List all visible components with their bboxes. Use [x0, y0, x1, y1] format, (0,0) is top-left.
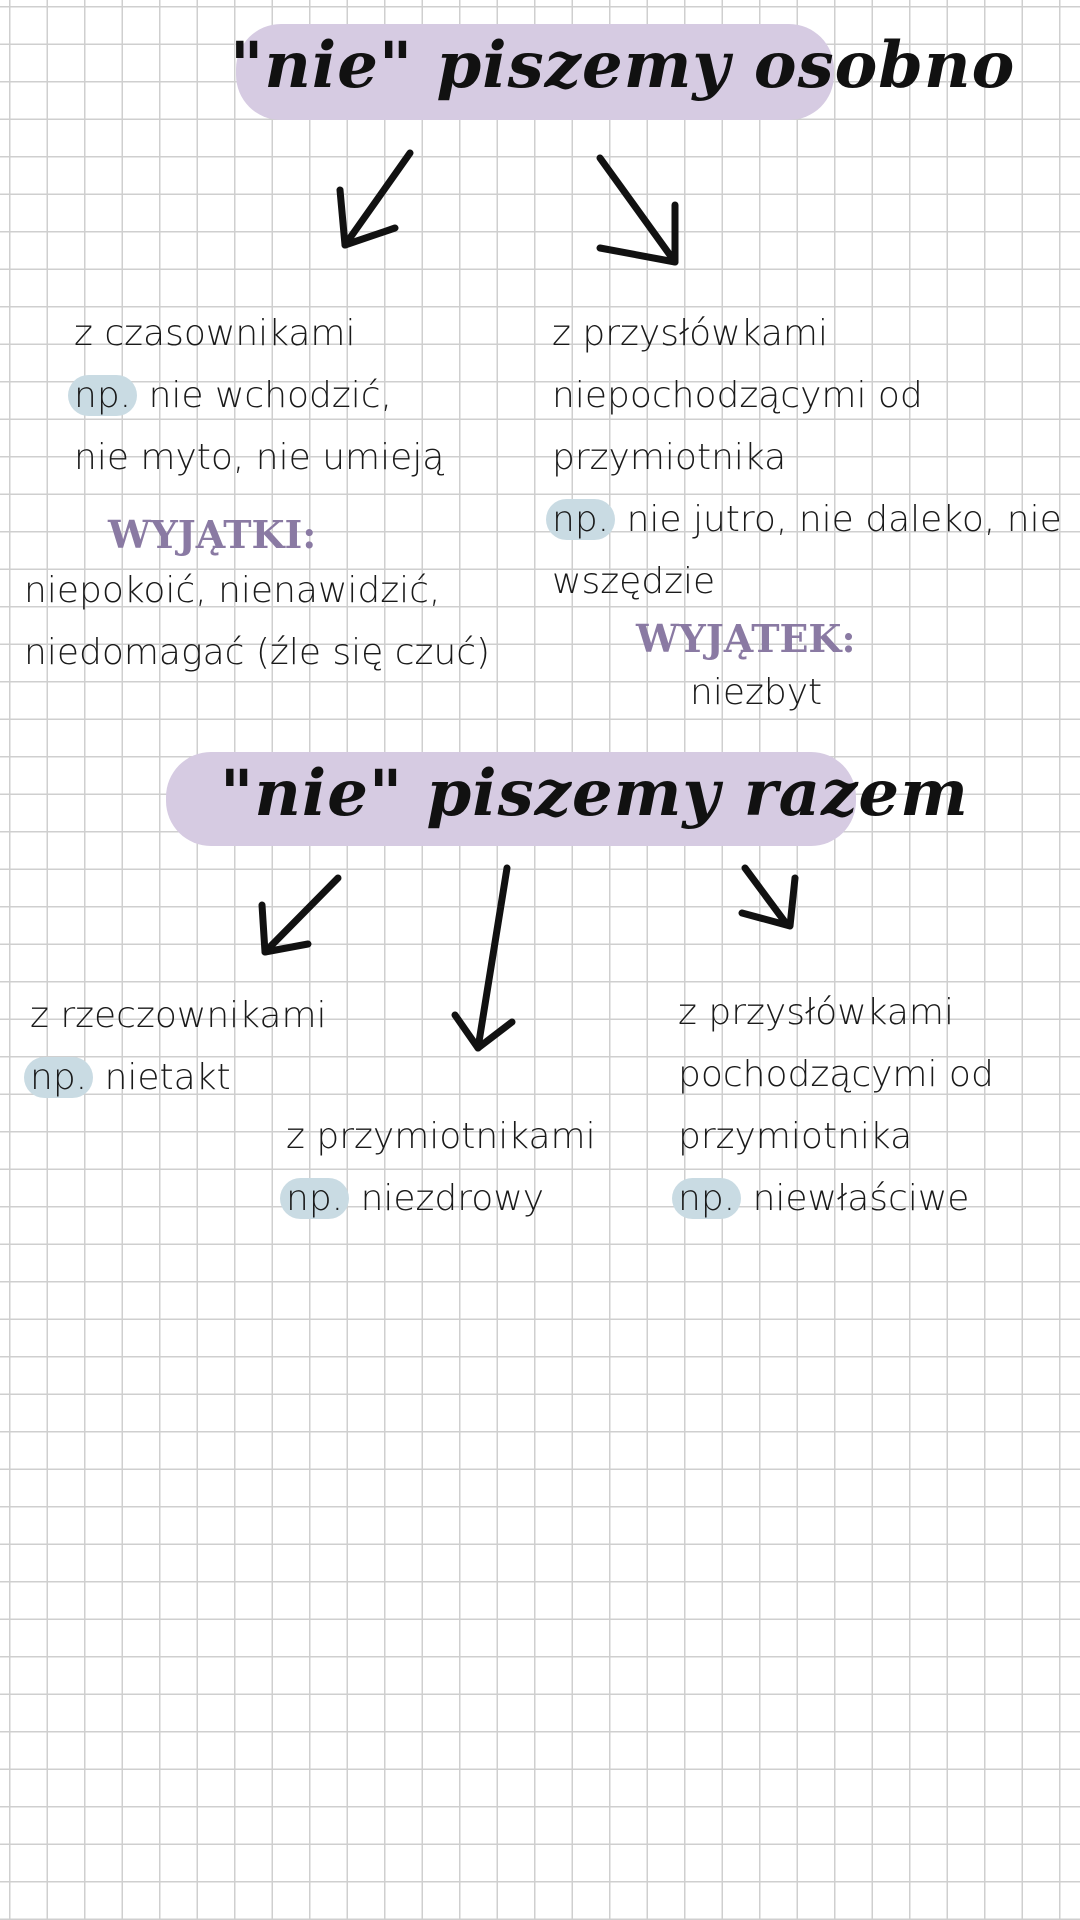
np-highlight: np.	[672, 1178, 741, 1219]
razem-middle-line1: z przymiotnikami	[286, 1116, 596, 1157]
np-highlight: np.	[68, 375, 137, 416]
title-razem: "nie" piszemy razem	[220, 756, 969, 831]
osobno-exception-value: niezbyt	[690, 672, 823, 713]
osobno-right-line4-text: nie jutro, nie daleko, nie	[615, 499, 1062, 540]
osobno-exceptions-line1: niepokoić, nienawidzić,	[24, 570, 441, 611]
osobno-right-line2: niepochodzącymi od	[552, 375, 923, 416]
arrow-down-right-icon	[600, 158, 675, 262]
osobno-left-line3: nie myto, nie umieją	[74, 437, 445, 478]
razem-left-line2-text: nietakt	[93, 1057, 231, 1098]
razem-middle-line2-text: niezdrowy	[349, 1178, 545, 1219]
osobno-exceptions-label: WYJĄTKI:	[108, 512, 317, 557]
razem-left-line1: z rzeczownikami	[30, 995, 327, 1036]
razem-right-line3: przymiotnika	[678, 1116, 913, 1157]
np-highlight: np.	[24, 1057, 93, 1098]
osobno-right-line3: przymiotnika	[552, 437, 787, 478]
razem-right-line1: z przysłówkami	[678, 992, 954, 1033]
osobno-right-line1: z przysłówkami	[552, 313, 828, 354]
np-highlight: np.	[546, 499, 615, 540]
arrow-down-left-icon	[262, 878, 338, 952]
arrow-down-left-icon	[340, 153, 410, 245]
razem-right-line2: pochodzącymi od	[678, 1054, 994, 1095]
osobno-left-line2-text: nie wchodzić,	[137, 375, 393, 416]
arrow-down-right-icon	[742, 868, 795, 926]
osobno-exceptions-line2: niedomagać (źle się czuć)	[24, 632, 491, 673]
osobno-exception-label: WYJĄTEK:	[636, 616, 856, 661]
razem-right-line4-text: niewłaściwe	[741, 1178, 970, 1219]
osobno-left-line1: z czasownikami	[74, 313, 356, 354]
osobno-right-line5: wszędzie	[552, 561, 716, 602]
title-osobno: "nie" piszemy osobno	[230, 28, 1016, 103]
arrow-down-icon	[455, 868, 512, 1048]
np-highlight: np.	[280, 1178, 349, 1219]
